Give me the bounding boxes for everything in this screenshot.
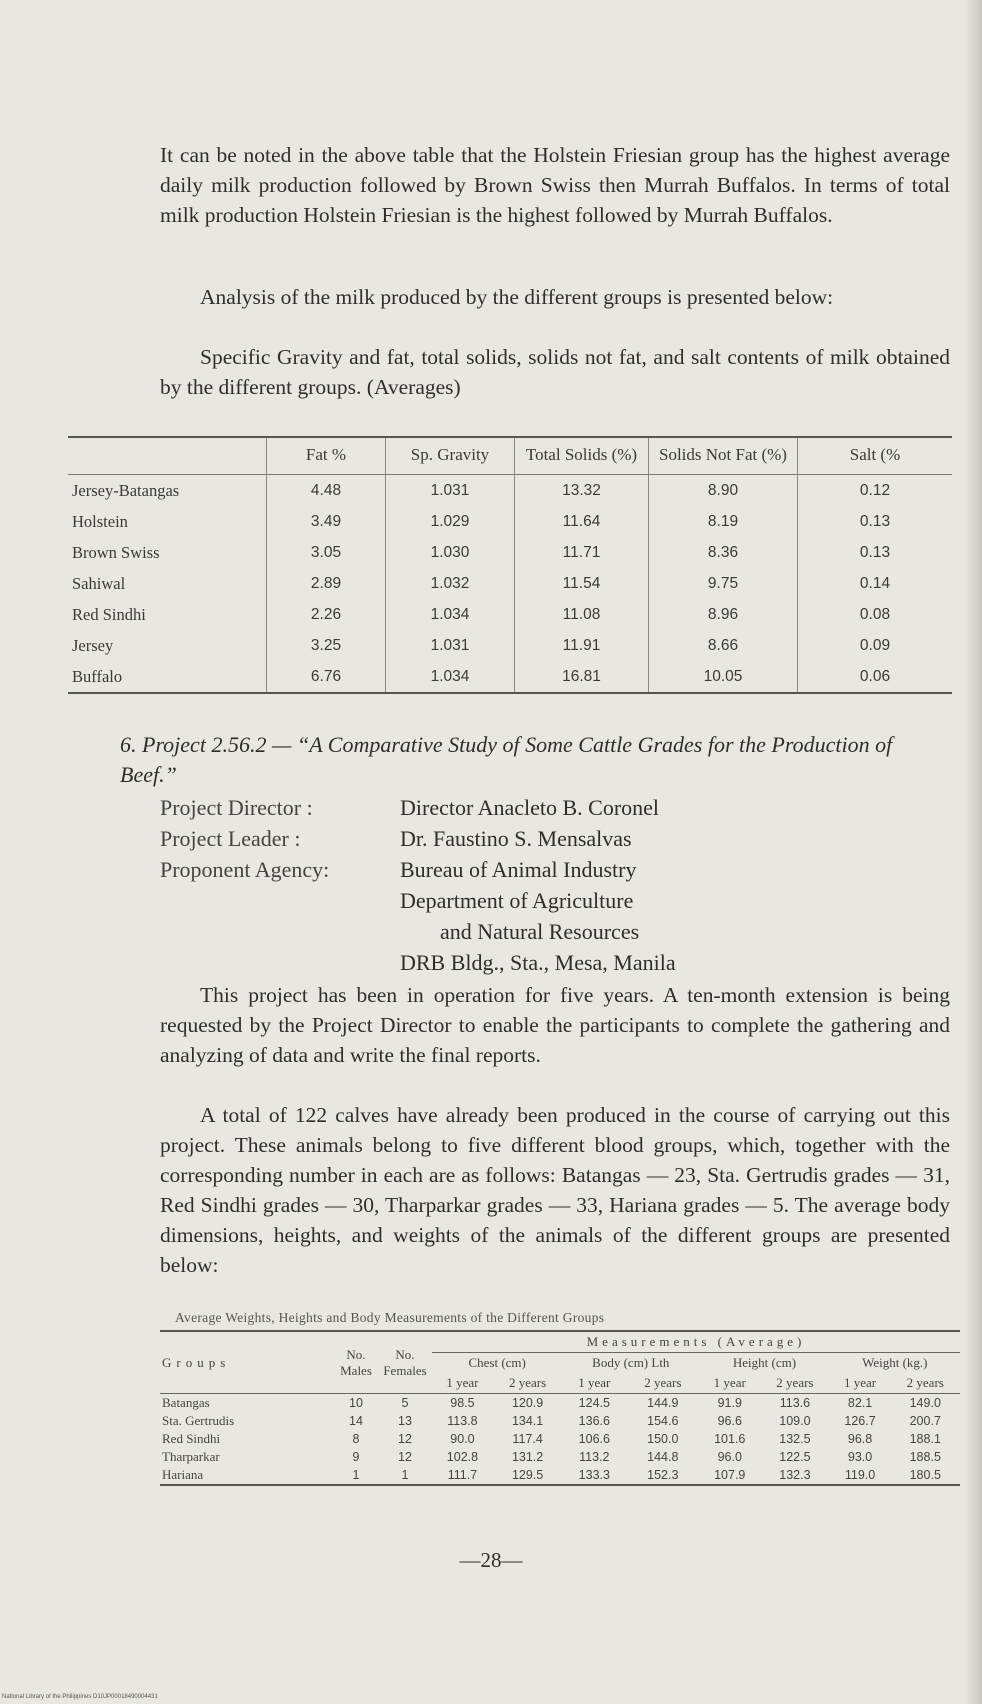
females-header: No. Females	[383, 1346, 427, 1378]
group-name-cell: Sahiwal	[72, 573, 126, 593]
intro-paragraph: It can be noted in the above table that the Holstein Friesian group has the highest average daily milk production followed by Brown Swiss then Murrah Buffalos. In terms of total milk production Holstein Friesian is the highest followed by Murrah Buffalos.	[160, 143, 950, 227]
agency-line: and Natural Resources	[440, 919, 640, 944]
value-cell: 144.9	[647, 1396, 679, 1410]
value-cell: 124.5	[578, 1396, 610, 1410]
value-cell: 1.034	[386, 661, 515, 693]
value-cell: 132.3	[760, 1466, 829, 1485]
archive-footer: National Library of the Philippines D10JP00018490004431	[2, 1694, 158, 1700]
value-cell: 96.8	[847, 1432, 873, 1446]
group-name-cell: Batangas	[162, 1395, 210, 1410]
table-row	[160, 1466, 960, 1485]
analysis-paragraph: Analysis of the milk produced by the different groups is presented below:	[200, 285, 834, 309]
value-cell: 107.9	[699, 1466, 760, 1485]
value-cell: 3.25	[267, 630, 386, 661]
value-cell: 3.05	[267, 537, 386, 568]
group-header: Weight (kg.)	[862, 1355, 928, 1370]
year-header: 1 year	[562, 1373, 626, 1394]
value-cell: 1.030	[386, 537, 515, 568]
milk-analysis-table	[68, 436, 952, 694]
groups-header: Groups	[162, 1354, 231, 1370]
table-row	[68, 475, 952, 507]
value-cell: 0.13	[798, 537, 953, 568]
value-cell: 9	[352, 1450, 360, 1464]
leader-label: Project Leader :	[160, 826, 301, 851]
value-cell: 14	[349, 1414, 363, 1428]
value-cell: 93.0	[847, 1450, 873, 1464]
value-cell: 8.96	[649, 599, 798, 630]
value-cell: 0.06	[798, 661, 953, 693]
value-cell: 8.90	[649, 475, 798, 507]
value-cell: 10	[349, 1396, 363, 1410]
director-value: Director Anacleto B. Coronel	[400, 795, 660, 820]
director-label: Project Director :	[160, 795, 313, 820]
group-name-cell: Buffalo	[68, 661, 267, 693]
value-cell: 150.0	[647, 1432, 679, 1446]
value-cell: 120.9	[511, 1396, 544, 1410]
value-cell: 0.09	[798, 630, 953, 661]
value-cell: 111.7	[432, 1466, 493, 1485]
group-name-cell: Holstein	[72, 511, 128, 531]
agency-line: Bureau of Animal Industry	[400, 857, 637, 882]
table-row	[68, 568, 952, 599]
value-cell: 102.8	[446, 1450, 479, 1464]
value-cell: 129.5	[493, 1466, 562, 1485]
header-cell	[68, 437, 267, 475]
agency-line: DRB Bldg., Sta., Mesa, Manila	[400, 950, 676, 975]
table2-caption: Average Weights, Heights and Body Measurements of the Different Groups	[175, 1310, 605, 1325]
value-cell: 113.8	[447, 1414, 478, 1428]
proponent-agency-row	[160, 854, 636, 885]
value-cell: 91.9	[717, 1396, 742, 1410]
table-header-row	[68, 437, 952, 475]
year-header: 2 years	[493, 1373, 562, 1394]
value-cell: 11.71	[515, 537, 649, 568]
group-name-cell: Hariana	[160, 1466, 334, 1485]
project-director-row	[160, 792, 659, 823]
value-cell: 82.1	[847, 1396, 873, 1410]
value-cell: 8.19	[649, 506, 798, 537]
header-cell: Solids Not Fat (%)	[649, 437, 798, 475]
value-cell: 11.91	[515, 630, 649, 661]
value-cell: 96.0	[717, 1450, 742, 1464]
group-header: Body (cm) Lth	[592, 1355, 670, 1370]
value-cell: 8.66	[649, 630, 798, 661]
year-header: 2 years	[760, 1373, 829, 1394]
group-header: Chest (cm)	[468, 1355, 526, 1370]
value-cell: 4.48	[267, 475, 386, 507]
body-measurements-table	[160, 1330, 960, 1486]
value-cell: 1	[334, 1466, 378, 1485]
group-name-cell: Brown Swiss	[72, 542, 160, 562]
value-cell: 5	[401, 1396, 409, 1410]
value-cell: 132.5	[779, 1432, 811, 1446]
value-cell: 133.3	[562, 1466, 626, 1485]
value-cell: 8	[352, 1432, 360, 1446]
year-header: 2 years	[626, 1373, 699, 1394]
table-row	[160, 1448, 960, 1466]
header-cell: Total Solids (%)	[515, 437, 649, 475]
value-cell: 0.13	[798, 506, 953, 537]
table-header-row	[160, 1331, 960, 1353]
table-row	[160, 1430, 960, 1448]
group-name-cell: Jersey	[72, 635, 114, 655]
header-cell: Fat %	[267, 437, 386, 475]
value-cell: 134.1	[511, 1414, 544, 1428]
value-cell: 200.7	[909, 1414, 941, 1428]
page-edge-shadow	[964, 0, 982, 1704]
value-cell: 188.1	[909, 1432, 941, 1446]
project-title: 6. Project 2.56.2 — “A Comparative Study of Some Cattle Grades for the Production of Beef.”	[120, 732, 893, 787]
value-cell: 8.36	[649, 537, 798, 568]
table-row	[68, 630, 952, 661]
value-cell: 11.54	[515, 568, 649, 599]
agency-line: Department of Agriculture	[400, 888, 634, 913]
value-cell: 2.26	[267, 599, 386, 630]
value-cell: 0.12	[798, 475, 953, 507]
value-cell: 6.76	[267, 661, 386, 693]
value-cell: 101.6	[714, 1432, 746, 1446]
value-cell: 117.4	[512, 1432, 543, 1446]
value-cell: 180.5	[891, 1466, 961, 1485]
page-number: —28—	[459, 1548, 523, 1572]
value-cell: 144.8	[647, 1450, 679, 1464]
group-name-cell: Red Sindhi	[162, 1431, 221, 1446]
value-cell: 11.64	[515, 506, 649, 537]
value-cell: 188.5	[909, 1450, 941, 1464]
value-cell: 0.08	[798, 599, 953, 630]
year-header: 1 year	[699, 1373, 760, 1394]
group-header: Height (cm)	[732, 1355, 797, 1370]
value-cell: 1	[378, 1466, 432, 1485]
value-cell: 2.89	[267, 568, 386, 599]
value-cell: 1.034	[386, 599, 515, 630]
calves-paragraph: A total of 122 calves have already been produced in the course of carrying out this project. These animals belong to five different blood groups, which, together with the corresponding number in each are as follows: Batangas — 23, Sta. Gertrudis grades — 31, Red Sindhi grades — 30, Tharparkar grades — 33, Hariana grades — 5. The average body dimensions, heights, and weights of the animals of the different groups are presented below:	[160, 1103, 950, 1277]
table-row	[68, 506, 952, 537]
value-cell: 109.0	[779, 1414, 811, 1428]
group-name-cell: Tharparkar	[162, 1449, 220, 1464]
value-cell: 126.7	[844, 1414, 876, 1428]
leader-value: Dr. Faustino S. Mensalvas	[400, 826, 632, 851]
value-cell: 136.6	[578, 1414, 610, 1428]
value-cell: 11.08	[515, 599, 649, 630]
value-cell: 13	[398, 1414, 412, 1428]
value-cell: 1.032	[386, 568, 515, 599]
value-cell: 0.14	[798, 568, 953, 599]
table-row	[68, 537, 952, 568]
year-header: 2 years	[891, 1373, 961, 1394]
value-cell: 96.6	[717, 1414, 742, 1428]
table-row	[68, 599, 952, 630]
value-cell: 122.5	[779, 1450, 811, 1464]
project-leader-row	[160, 823, 632, 854]
value-cell: 12	[398, 1432, 412, 1446]
males-header: No. Males	[340, 1346, 372, 1378]
operation-paragraph: This project has been in operation for five years. A ten-month extension is being requested by the Project Director to enable the participants to complete the gathering and analyzing of data and write the final reports.	[160, 983, 950, 1067]
value-cell: 3.49	[267, 506, 386, 537]
value-cell: 1.031	[386, 630, 515, 661]
table-row	[160, 1412, 960, 1430]
value-cell: 98.5	[450, 1396, 475, 1410]
value-cell: 12	[398, 1450, 412, 1464]
value-cell: 10.05	[649, 661, 798, 693]
value-cell: 113.2	[579, 1450, 610, 1464]
table1-caption: Specific Gravity and fat, total solids, solids not fat, and salt contents of milk obtained by the different groups. (Averages)	[160, 345, 950, 399]
value-cell: 16.81	[515, 661, 649, 693]
value-cell: 9.75	[649, 568, 798, 599]
value-cell: 154.6	[647, 1414, 679, 1428]
value-cell: 149.0	[909, 1396, 941, 1410]
group-name-cell: Sta. Gertrudis	[162, 1413, 235, 1428]
value-cell: 119.0	[830, 1466, 891, 1485]
group-name-cell: Red Sindhi	[72, 604, 146, 624]
header-cell: Sp. Gravity	[386, 437, 515, 475]
table-row	[160, 1394, 960, 1413]
group-name-cell: Jersey-Batangas	[72, 480, 180, 500]
value-cell: 1.031	[386, 475, 515, 507]
value-cell: 1.029	[386, 506, 515, 537]
year-header: 1 year	[830, 1373, 891, 1394]
value-cell: 131.2	[511, 1450, 544, 1464]
value-cell: 90.0	[450, 1432, 475, 1446]
value-cell: 113.6	[779, 1396, 811, 1410]
measurements-header: Measurements (Average)	[432, 1331, 960, 1353]
header-cell: Salt (%	[798, 437, 953, 475]
value-cell: 13.32	[515, 475, 649, 507]
table-row	[68, 661, 952, 693]
year-header: 1 year	[432, 1373, 493, 1394]
agency-label: Proponent Agency:	[160, 857, 330, 882]
value-cell: 106.6	[578, 1432, 610, 1446]
value-cell: 152.3	[626, 1466, 699, 1485]
